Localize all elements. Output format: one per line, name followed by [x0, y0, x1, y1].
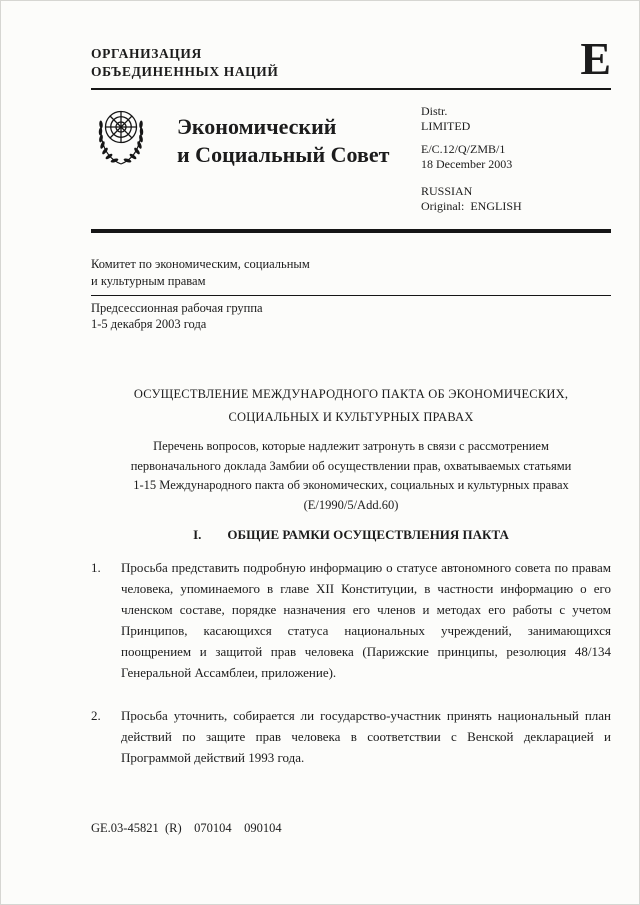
paragraph-2-text: Просьба уточнить, собирается ли государство-участник принять национальный план действий по защите прав человека в соответствии с Венской декларацией и Программой действий 1993 года. [121, 708, 611, 765]
doc-language: RUSSIAN [421, 184, 473, 198]
document-title [91, 383, 611, 429]
document-title-line1: ОСУЩЕСТВЛЕНИЕ МЕЖДУНАРОДНОГО ПАКТА ОБ ЭКОНОМИЧЕСКИХ, [133, 387, 569, 401]
working-group: Предсессионная рабочая группа [91, 301, 263, 315]
document-subtitle [91, 437, 611, 515]
document-subtitle-text: Перечень вопросов, которые надлежит затронуть в связи с рассмотрением первоначального доклада Замбии об осуществлении прав, охватываемых статьями 1-15 Международного пакта об экономических, социальных и культурных правах (E/1990/5/Add.60) [130, 439, 572, 512]
session-dates: 1-5 декабря 2003 года [91, 317, 207, 331]
masthead-rule [91, 229, 611, 233]
paragraph-1 [91, 557, 611, 683]
paragraph-1-number: 1. [91, 560, 101, 575]
symbol-group [421, 142, 522, 171]
distr-label: Distr. [421, 104, 448, 118]
header-rule [91, 88, 611, 90]
committee-name [91, 256, 310, 289]
un-emblem-icon [93, 102, 149, 168]
document-title-line2: СОЦИАЛЬНЫХ И КУЛЬТУРНЫХ ПРАВАХ [228, 410, 474, 424]
org-title-line1: ОРГАНИЗАЦИЯ [91, 46, 202, 61]
doc-symbol: E/C.12/Q/ZMB/1 [421, 142, 506, 156]
council-title-line1: Экономический [177, 114, 337, 139]
paragraph-2-number: 2. [91, 708, 101, 723]
committee-name-line1: Комитет по экономическим, социальным [91, 257, 310, 271]
footer-reference: GE.03-45821 (R) 070104 090104 [91, 821, 282, 835]
council-title-line2: и Социальный Совет [177, 142, 390, 167]
un-emblem-svg [93, 102, 149, 168]
council-title [177, 113, 389, 169]
doc-info-block [421, 104, 522, 222]
language-group [421, 184, 522, 213]
doc-date: 18 December 2003 [421, 156, 513, 171]
org-title-line2: ОБЪЕДИНЕННЫХ НАЦИЙ [91, 64, 279, 79]
distr-group [421, 104, 522, 133]
doc-series-letter: E [580, 33, 611, 84]
committee-name-line2: и культурным правам [91, 273, 206, 288]
org-title [91, 45, 278, 81]
body-paragraphs [91, 557, 611, 790]
section-number: I. [193, 527, 202, 542]
section-heading [91, 527, 611, 543]
distr-value: LIMITED [421, 118, 471, 133]
section-title: ОБЩИЕ РАМКИ ОСУЩЕСТВЛЕНИЯ ПАКТА [227, 527, 509, 542]
paragraph-2 [91, 705, 611, 768]
doc-original-language: Original: ENGLISH [421, 198, 522, 213]
session-rule [91, 295, 611, 296]
paragraph-1-text: Просьба представить подробную информацию о статусе автономного совета по правам человека, упоминаемого в главе XII Конституции, в частности информацию о его членском составе, порядке назначения его членов и методах его работы с учетом Принципов, касающихся статуса национальных учреждений, занимающихся поощрением и защитой прав человека (Парижские принципы, резолюция 48/134 Генеральной Ассамблеи, приложение). [121, 560, 611, 680]
